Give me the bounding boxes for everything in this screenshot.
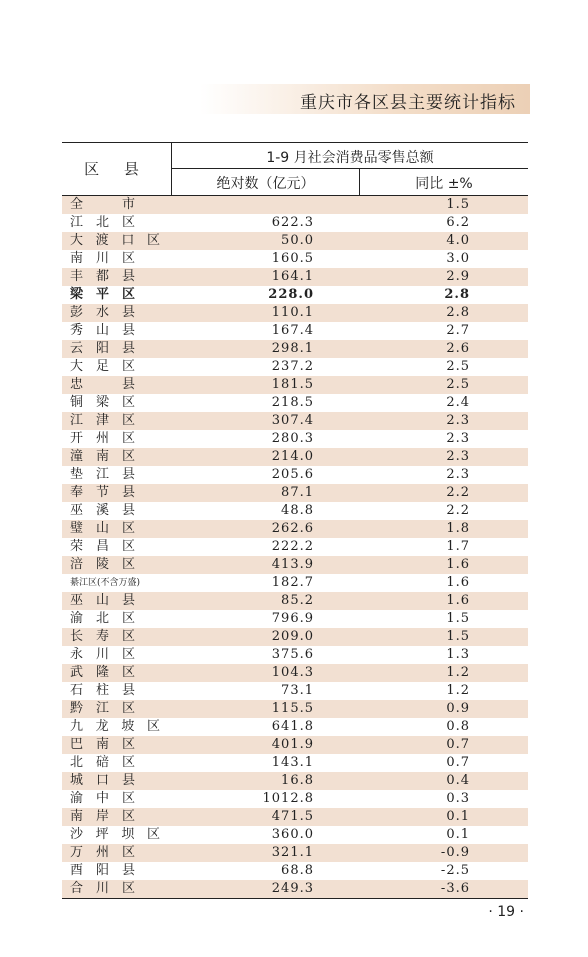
- table-row: [62, 394, 528, 412]
- table-row: [62, 592, 528, 610]
- absolute-value: 298.1: [271, 341, 314, 356]
- district-name: 大渡口区: [70, 233, 160, 248]
- table-row: [62, 358, 528, 376]
- yoy-value: 1.3: [446, 647, 470, 662]
- district-name: 璧 山 区: [70, 521, 136, 536]
- table-row: [62, 232, 528, 250]
- district-name: 垫 江 县: [70, 467, 136, 482]
- yoy-value: 6.2: [446, 215, 470, 230]
- table-row: [62, 502, 528, 520]
- district-name: 大 足 区: [70, 359, 136, 374]
- header-divider: [171, 168, 528, 169]
- header-yoy: 同比 ±%: [415, 176, 473, 192]
- table-row: [62, 844, 528, 862]
- table-body: [62, 196, 528, 898]
- district-name: 武 隆 区: [70, 665, 136, 680]
- district-name: 巴 南 区: [70, 737, 136, 752]
- district-name: 梁 平 区: [70, 287, 136, 302]
- table-row: [62, 484, 528, 502]
- district-name: 酉 阳 县: [70, 863, 136, 878]
- yoy-value: 0.3: [446, 791, 470, 806]
- yoy-value: 2.9: [446, 269, 470, 284]
- header-district: 区 县: [84, 160, 149, 178]
- yoy-value: 2.8: [446, 305, 470, 320]
- absolute-value: 413.9: [271, 557, 314, 572]
- district-name: 渝 中 区: [70, 791, 136, 806]
- table-row: [62, 466, 528, 484]
- district-name: 南 川 区: [70, 251, 136, 266]
- table-row: [62, 628, 528, 646]
- page-number: · 19 ·: [488, 904, 524, 920]
- absolute-value: 471.5: [271, 809, 314, 824]
- table-row: [62, 340, 528, 358]
- yoy-value: -2.5: [440, 863, 470, 878]
- absolute-value: 209.0: [271, 629, 314, 644]
- absolute-value: 401.9: [271, 737, 314, 752]
- table-row: [62, 250, 528, 268]
- absolute-value: 622.3: [271, 215, 314, 230]
- absolute-value: 110.1: [271, 305, 314, 320]
- table-row: [62, 682, 528, 700]
- table-row: [62, 754, 528, 772]
- table-row: [62, 430, 528, 448]
- absolute-value: 321.1: [271, 845, 314, 860]
- table-row: [62, 376, 528, 394]
- absolute-value: 181.5: [271, 377, 314, 392]
- absolute-value: 164.1: [271, 269, 314, 284]
- absolute-value: 143.1: [271, 755, 314, 770]
- absolute-value: 249.3: [271, 881, 314, 896]
- yoy-value: 0.1: [446, 827, 470, 842]
- table-row: [62, 574, 528, 592]
- yoy-value: 0.1: [446, 809, 470, 824]
- absolute-value: 375.6: [271, 647, 314, 662]
- table-row: [62, 700, 528, 718]
- district-name: 黔 江 区: [70, 701, 136, 716]
- absolute-value: 104.3: [271, 665, 314, 680]
- yoy-value: 2.8: [444, 287, 470, 302]
- district-name: 云 阳 县: [70, 341, 136, 356]
- section-banner: [200, 84, 530, 114]
- absolute-value: 115.5: [271, 701, 314, 716]
- absolute-value: 214.0: [271, 449, 314, 464]
- table-row: [62, 412, 528, 430]
- district-name: 江 北 区: [70, 215, 136, 230]
- district-name: 九龙坡区: [70, 719, 160, 734]
- table-row: [62, 556, 528, 574]
- yoy-value: 2.7: [446, 323, 470, 338]
- yoy-value: 2.5: [446, 359, 470, 374]
- table-row: [62, 664, 528, 682]
- table-row: [62, 790, 528, 808]
- district-name: 渝 北 区: [70, 611, 136, 626]
- table-row: [62, 808, 528, 826]
- yoy-value: 1.8: [446, 521, 470, 536]
- yoy-value: 3.0: [446, 251, 470, 266]
- absolute-value: 222.2: [271, 539, 314, 554]
- absolute-value: 280.3: [271, 431, 314, 446]
- yoy-value: 2.3: [446, 431, 470, 446]
- yoy-value: 4.0: [446, 233, 470, 248]
- yoy-value: 2.4: [446, 395, 470, 410]
- yoy-value: 0.7: [446, 737, 470, 752]
- yoy-value: 2.2: [446, 485, 470, 500]
- yoy-value: 2.5: [446, 377, 470, 392]
- header-retail-sales: 1-9 月社会消费品零售总额: [266, 150, 434, 166]
- yoy-value: 2.3: [446, 467, 470, 482]
- district-name: 北 碚 区: [70, 755, 136, 770]
- yoy-value: 1.5: [446, 611, 470, 626]
- yoy-value: 2.3: [446, 449, 470, 464]
- yoy-value: 1.6: [446, 575, 470, 590]
- district-name: 忠 县: [70, 377, 136, 392]
- absolute-value: 307.4: [271, 413, 314, 428]
- yoy-value: 1.2: [446, 665, 470, 680]
- absolute-value: 85.2: [281, 593, 314, 608]
- district-name: 江 津 区: [70, 413, 136, 428]
- table-row: [62, 448, 528, 466]
- absolute-value: 641.8: [271, 719, 314, 734]
- absolute-value: 228.0: [268, 287, 314, 302]
- absolute-value: 73.1: [281, 683, 314, 698]
- absolute-value: 205.6: [271, 467, 314, 482]
- absolute-value: 167.4: [271, 323, 314, 338]
- district-name: 奉 节 县: [70, 485, 136, 500]
- district-name: 荣 昌 区: [70, 539, 136, 554]
- yoy-value: 1.7: [446, 539, 470, 554]
- yoy-value: 1.6: [446, 557, 470, 572]
- yoy-value: 0.9: [446, 701, 470, 716]
- table-row: [62, 286, 528, 304]
- absolute-value: 237.2: [271, 359, 314, 374]
- district-name: 开 州 区: [70, 431, 136, 446]
- district-name: 铜 梁 区: [70, 395, 136, 410]
- absolute-value: 160.5: [271, 251, 314, 266]
- table-row: [62, 304, 528, 322]
- table-row: [62, 268, 528, 286]
- district-name: 全 市: [70, 197, 136, 212]
- absolute-value: 87.1: [281, 485, 314, 500]
- district-name: 綦江区(不含万盛): [70, 578, 141, 588]
- absolute-value: 262.6: [271, 521, 314, 536]
- district-name: 永 川 区: [70, 647, 136, 662]
- yoy-value: 0.8: [446, 719, 470, 734]
- absolute-value: 68.8: [281, 863, 314, 878]
- absolute-value: 796.9: [271, 611, 314, 626]
- table-row: [62, 880, 528, 898]
- table-header: [62, 142, 528, 196]
- section-title: 重庆市各区县主要统计指标: [300, 93, 516, 113]
- table-row: [62, 772, 528, 790]
- table-row: [62, 718, 528, 736]
- yoy-value: 0.7: [446, 755, 470, 770]
- table-bottom-rule: [62, 898, 528, 899]
- district-name: 秀 山 县: [70, 323, 136, 338]
- table-row: [62, 736, 528, 754]
- table-row: [62, 538, 528, 556]
- district-name: 涪 陵 区: [70, 557, 136, 572]
- yoy-value: 2.6: [446, 341, 470, 356]
- district-name: 沙坪坝区: [70, 827, 160, 842]
- district-name: 合 川 区: [70, 881, 136, 896]
- absolute-value: 182.7: [271, 575, 314, 590]
- absolute-value: 1012.8: [262, 791, 314, 806]
- table-row: [62, 520, 528, 538]
- district-name: 城 口 县: [70, 773, 136, 788]
- district-name: 丰 都 县: [70, 269, 136, 284]
- yoy-value: -0.9: [440, 845, 470, 860]
- table-row: [62, 862, 528, 880]
- district-name: 巫 山 县: [70, 593, 136, 608]
- yoy-value: 1.5: [446, 197, 470, 212]
- district-name: 潼 南 区: [70, 449, 136, 464]
- table-row: [62, 610, 528, 628]
- absolute-value: 50.0: [281, 233, 314, 248]
- table-row: [62, 196, 528, 214]
- district-name: 彭 水 县: [70, 305, 136, 320]
- header-absolute: 绝对数（亿元）: [216, 176, 315, 192]
- yoy-value: 1.2: [446, 683, 470, 698]
- yoy-value: 1.5: [446, 629, 470, 644]
- district-name: 万 州 区: [70, 845, 136, 860]
- absolute-value: 360.0: [271, 827, 314, 842]
- absolute-value: 218.5: [271, 395, 314, 410]
- yoy-value: 1.6: [446, 593, 470, 608]
- yoy-value: 0.4: [446, 773, 470, 788]
- district-name: 长 寿 区: [70, 629, 136, 644]
- statistics-table: [62, 142, 528, 899]
- table-row: [62, 646, 528, 664]
- absolute-value: 16.8: [281, 773, 314, 788]
- district-name: 南 岸 区: [70, 809, 136, 824]
- absolute-value: 48.8: [281, 503, 314, 518]
- yoy-value: -3.6: [440, 881, 470, 896]
- district-name: 巫 溪 县: [70, 503, 136, 518]
- district-name: 石 柱 县: [70, 683, 136, 698]
- table-row: [62, 322, 528, 340]
- table-row: [62, 826, 528, 844]
- yoy-value: 2.3: [446, 413, 470, 428]
- yoy-value: 2.2: [446, 503, 470, 518]
- table-row: [62, 214, 528, 232]
